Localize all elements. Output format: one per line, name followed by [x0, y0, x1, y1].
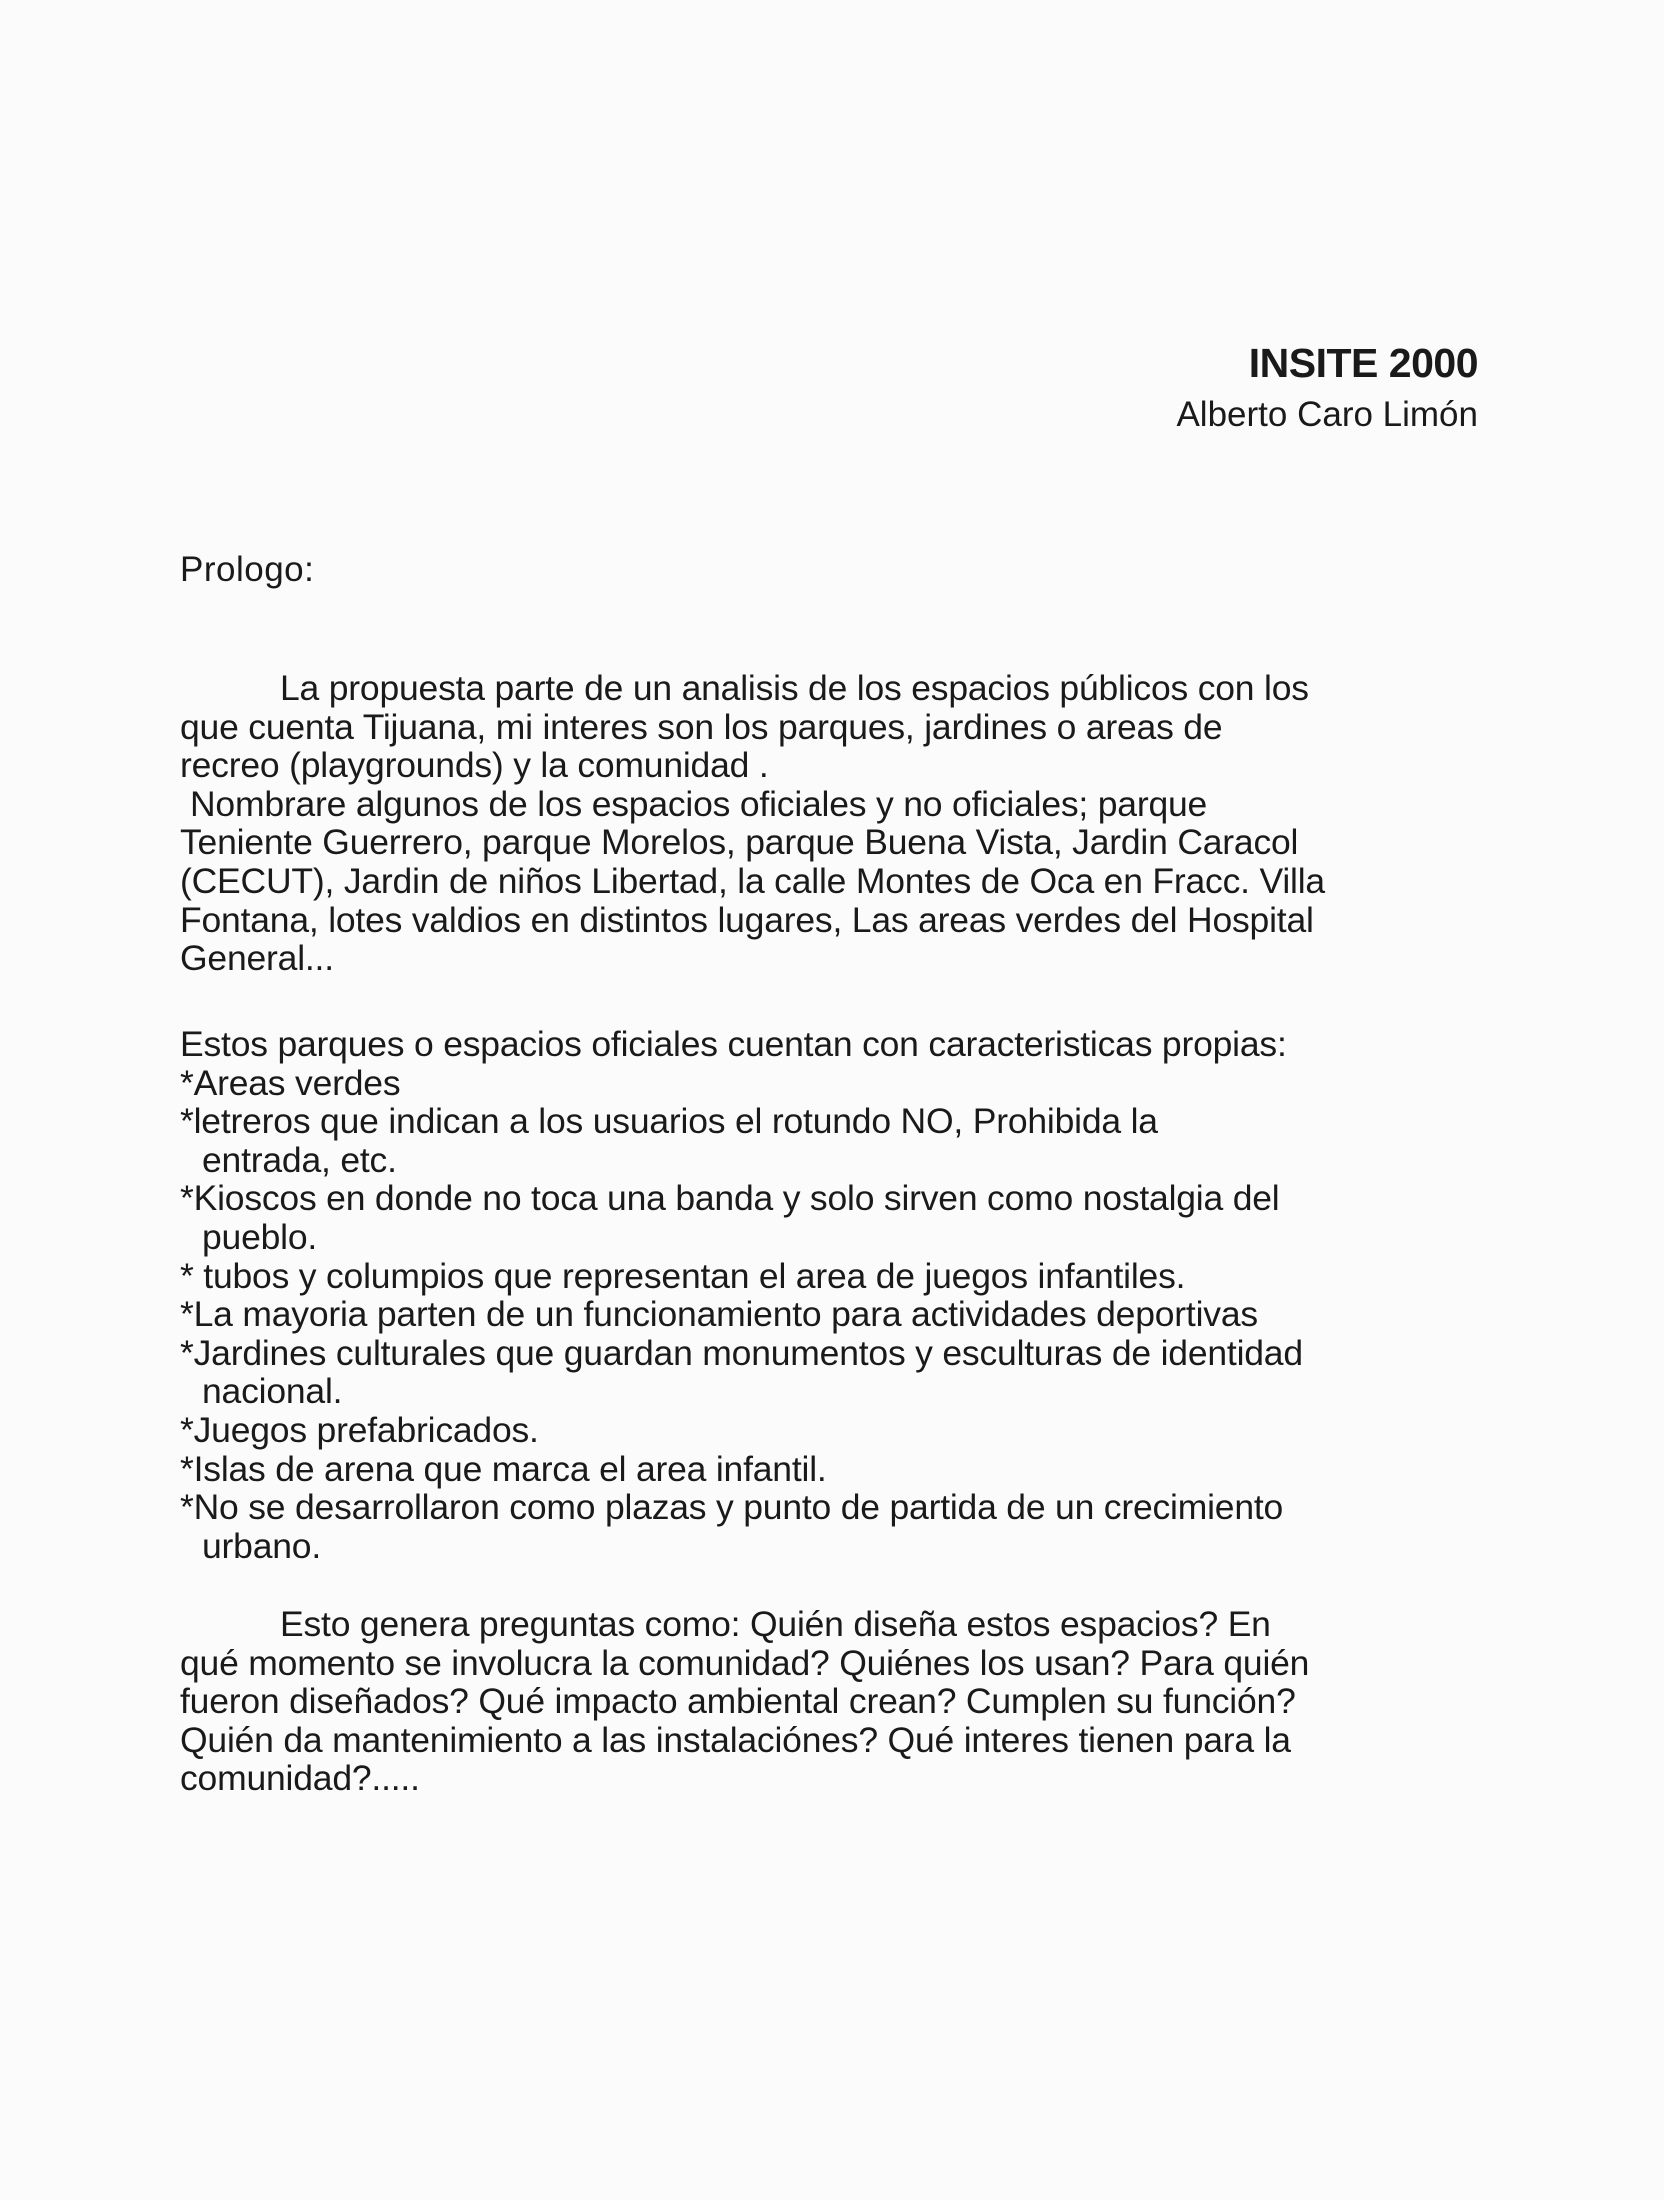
document-header [1176, 336, 1478, 440]
list-item-continuation: urbano. [202, 1525, 322, 1566]
list-item: *La mayoria parten de un funcionamiento para actividades deportivas [180, 1294, 1258, 1335]
list-item-continuation: entrada, etc. [202, 1139, 397, 1180]
text-line: Nombrare algunos de los espacios oficiales y no oficiales; parque [190, 783, 1208, 824]
list-item-continuation: pueblo. [202, 1216, 318, 1257]
text-line: Estos parques o espacios oficiales cuentan con caracteristicas propias: [180, 1024, 1287, 1064]
text-line: Teniente Guerrero, parque Morelos, parque Buena Vista, Jardin Caracol [180, 822, 1299, 863]
document-author: Alberto Caro Limón [1176, 395, 1478, 434]
paragraph-questions [180, 1605, 1480, 1798]
text-line: fueron diseñados? Qué impacto ambiental crean? Cumplen su función? [180, 1681, 1296, 1722]
document-title: INSITE 2000 [1248, 340, 1478, 386]
list-item: *Areas verdes [180, 1062, 401, 1103]
list-item: *Juegos prefabricados. [180, 1409, 539, 1450]
list-item: *Kioscos en donde no toca una banda y solo sirven como nostalgia del [180, 1178, 1280, 1219]
text-line: qué momento se involucra la comunidad? Quiénes los usan? Para quién [180, 1642, 1310, 1683]
text-line: recreo (playgrounds) y la comunidad . [180, 745, 769, 786]
paragraph-characteristics [180, 1025, 1480, 1565]
list-item: *No se desarrollaron como plazas y punto de partida de un crecimiento [180, 1487, 1284, 1528]
list-item: *Islas de arena que marca el area infantil. [180, 1448, 827, 1489]
text-line: que cuenta Tijuana, mi interes son los parques, jardines o areas de [180, 706, 1223, 747]
list-item: * tubos y columpios que representan el area de juegos infantiles. [180, 1255, 1186, 1296]
text-line: Quién da mantenimiento a las instalaciónes? Qué interes tienen para la [180, 1719, 1291, 1760]
prologue-heading: Prologo: [180, 550, 315, 589]
text-line: Fontana, lotes valdios en distintos lugares, Las areas verdes del Hospital [180, 899, 1314, 940]
list-item-continuation: nacional. [202, 1371, 343, 1412]
text-line: La propuesta parte de un analisis de los espacios públicos con los [280, 668, 1309, 708]
text-line: (CECUT), Jardin de niños Libertad, la calle Montes de Oca en Fracc. Villa [180, 860, 1325, 901]
list-item: *letreros que indican a los usuarios el rotundo NO, Prohibida la [180, 1101, 1158, 1142]
text-line: Esto genera preguntas como: Quién diseña estos espacios? En [280, 1604, 1271, 1644]
text-line: General... [180, 938, 334, 979]
text-line: comunidad?..... [180, 1758, 420, 1799]
paragraph-intro [180, 669, 1480, 978]
list-item: *Jardines culturales que guardan monumentos y esculturas de identidad [180, 1332, 1303, 1373]
